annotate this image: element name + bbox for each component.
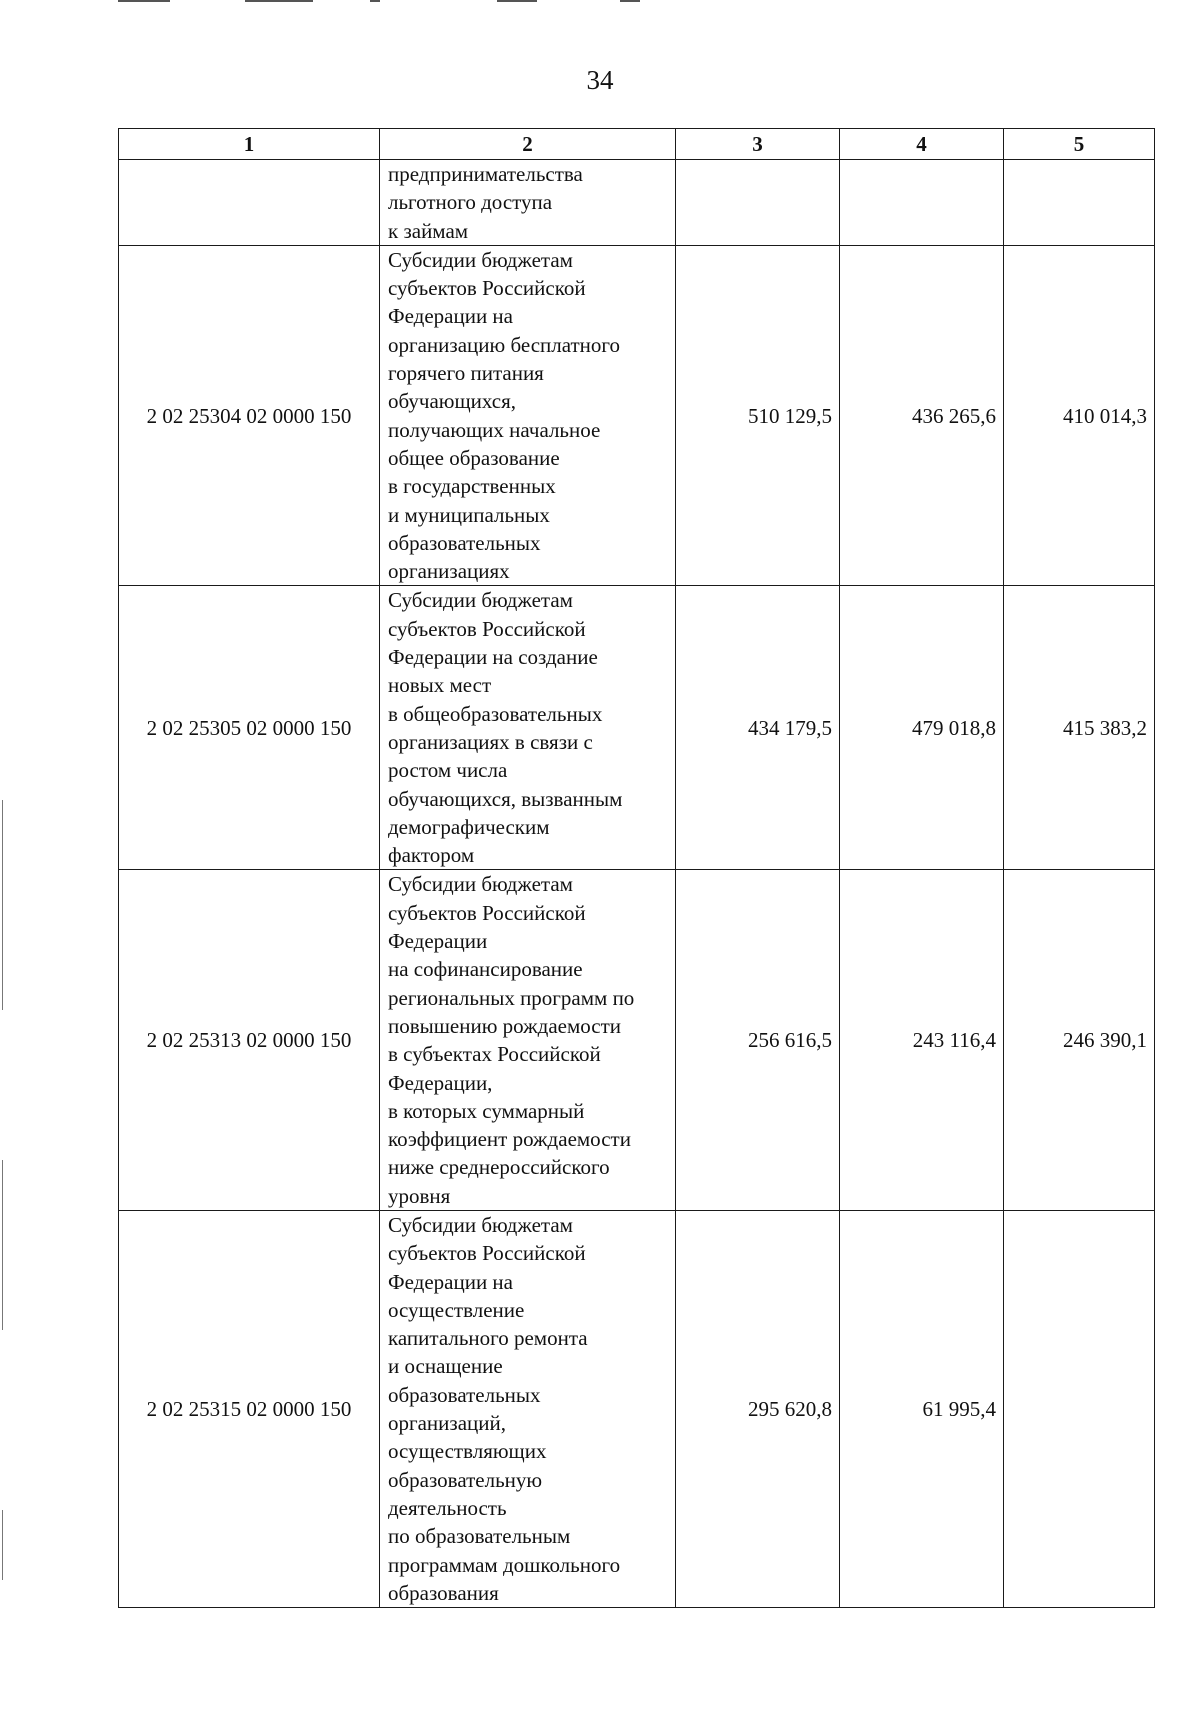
description-line: субъектов Российской	[388, 616, 586, 641]
budget-table	[118, 128, 1155, 1608]
budget-code-cell	[119, 160, 380, 246]
table-row	[119, 586, 1155, 870]
amount-col5: 410 014,3	[1004, 245, 1155, 586]
description-line: по образовательным	[388, 1524, 571, 1549]
page-number: 34	[586, 65, 614, 95]
description-line: региональных программ по	[388, 985, 635, 1010]
description-line: образования	[388, 1580, 499, 1605]
amount-col3: 434 179,5	[676, 586, 840, 870]
description-cell	[380, 870, 676, 1211]
amount-col5: 246 390,1	[1004, 870, 1155, 1211]
description-line: Субсидии бюджетам	[388, 1212, 573, 1237]
description-line: обучающихся,	[388, 389, 516, 414]
description-cell	[380, 586, 676, 870]
top-scan-marks	[0, 0, 1200, 6]
description-line: общее образование	[388, 445, 560, 470]
description-cell	[380, 1210, 676, 1607]
amount-col5: 415 383,2	[1004, 586, 1155, 870]
budget-code-cell: 2 02 25305 02 0000 150	[119, 586, 380, 870]
amount-col4: 479 018,8	[840, 586, 1004, 870]
description-line: на софинансирование	[388, 957, 583, 982]
description-line: образовательных	[388, 530, 541, 555]
description-line: организацию бесплатного	[388, 332, 621, 357]
amount-col3: 510 129,5	[676, 245, 840, 586]
description-line: уровня	[388, 1183, 451, 1208]
description-line: Федерации на создание	[388, 645, 598, 670]
description-line: демографическим	[388, 814, 550, 839]
description-line: льготного доступа	[388, 190, 553, 215]
description-line: Субсидии бюджетам	[388, 588, 573, 613]
description-line: к займам	[388, 218, 469, 243]
amount-col4	[840, 160, 1004, 246]
budget-code-cell: 2 02 25313 02 0000 150	[119, 870, 380, 1211]
amount-col4: 61 995,4	[840, 1210, 1004, 1607]
amount-col3	[676, 160, 840, 246]
description-line: субъектов Российской	[388, 900, 586, 925]
description-line: в которых суммарный	[388, 1098, 585, 1123]
description-line: деятельность	[388, 1495, 507, 1520]
description-line: организациях	[388, 559, 510, 584]
description-line: и оснащение	[388, 1354, 503, 1379]
description-line: ростом числа	[388, 758, 508, 783]
description-line: Субсидии бюджетам	[388, 247, 573, 272]
description-line: осуществляющих	[388, 1439, 547, 1464]
table-row	[119, 160, 1155, 246]
description-line: горячего питания	[388, 361, 544, 386]
description-line: повышению рождаемости	[388, 1013, 622, 1038]
amount-col3: 295 620,8	[676, 1210, 840, 1607]
description-line: новых мест	[388, 673, 492, 698]
header-row	[119, 129, 1155, 160]
description-line: в субъектах Российской	[388, 1042, 601, 1067]
description-line: образовательную	[388, 1467, 543, 1492]
description-line: получающих начальное	[388, 417, 601, 442]
header-col-3: 3	[676, 129, 840, 160]
description-line: ниже среднероссийского	[388, 1155, 610, 1180]
description-cell	[380, 245, 676, 586]
description-line: организациях в связи с	[388, 729, 593, 754]
header-col-5: 5	[1004, 129, 1155, 160]
description-line: в общеобразовательных	[388, 701, 603, 726]
header-col-2: 2	[380, 129, 676, 160]
header-col-1: 1	[119, 129, 380, 160]
description-line: фактором	[388, 843, 475, 868]
description-line: Федерации на	[388, 1269, 513, 1294]
description-line: капитального ремонта	[388, 1326, 588, 1351]
description-line: предпринимательства	[388, 162, 583, 186]
amount-col5	[1004, 160, 1155, 246]
description-line: Федерации,	[388, 1070, 493, 1095]
description-line: коэффициент рождаемости	[388, 1127, 631, 1152]
description-line: обучающихся, вызванным	[388, 786, 623, 811]
amount-col5	[1004, 1210, 1155, 1607]
description-line: Субсидии бюджетам	[388, 872, 573, 897]
description-line: образовательных	[388, 1382, 541, 1407]
description-line: субъектов Российской	[388, 1241, 586, 1266]
description-line: и муниципальных	[388, 502, 550, 527]
amount-col4: 243 116,4	[840, 870, 1004, 1211]
amount-col4: 436 265,6	[840, 245, 1004, 586]
table-row	[119, 245, 1155, 586]
description-line: организаций,	[388, 1411, 506, 1436]
description-line: Федерации на	[388, 304, 513, 329]
description-line: субъектов Российской	[388, 276, 586, 301]
table-row	[119, 870, 1155, 1211]
description-line: программам дошкольного	[388, 1552, 621, 1577]
header-col-4: 4	[840, 129, 1004, 160]
budget-code-cell: 2 02 25304 02 0000 150	[119, 245, 380, 586]
budget-code-cell: 2 02 25315 02 0000 150	[119, 1210, 380, 1607]
amount-col3: 256 616,5	[676, 870, 840, 1211]
description-line: в государственных	[388, 474, 556, 499]
description-line: осуществление	[388, 1297, 525, 1322]
description-cell	[380, 160, 676, 246]
description-line: Федерации	[388, 929, 488, 954]
table-row	[119, 1210, 1155, 1607]
